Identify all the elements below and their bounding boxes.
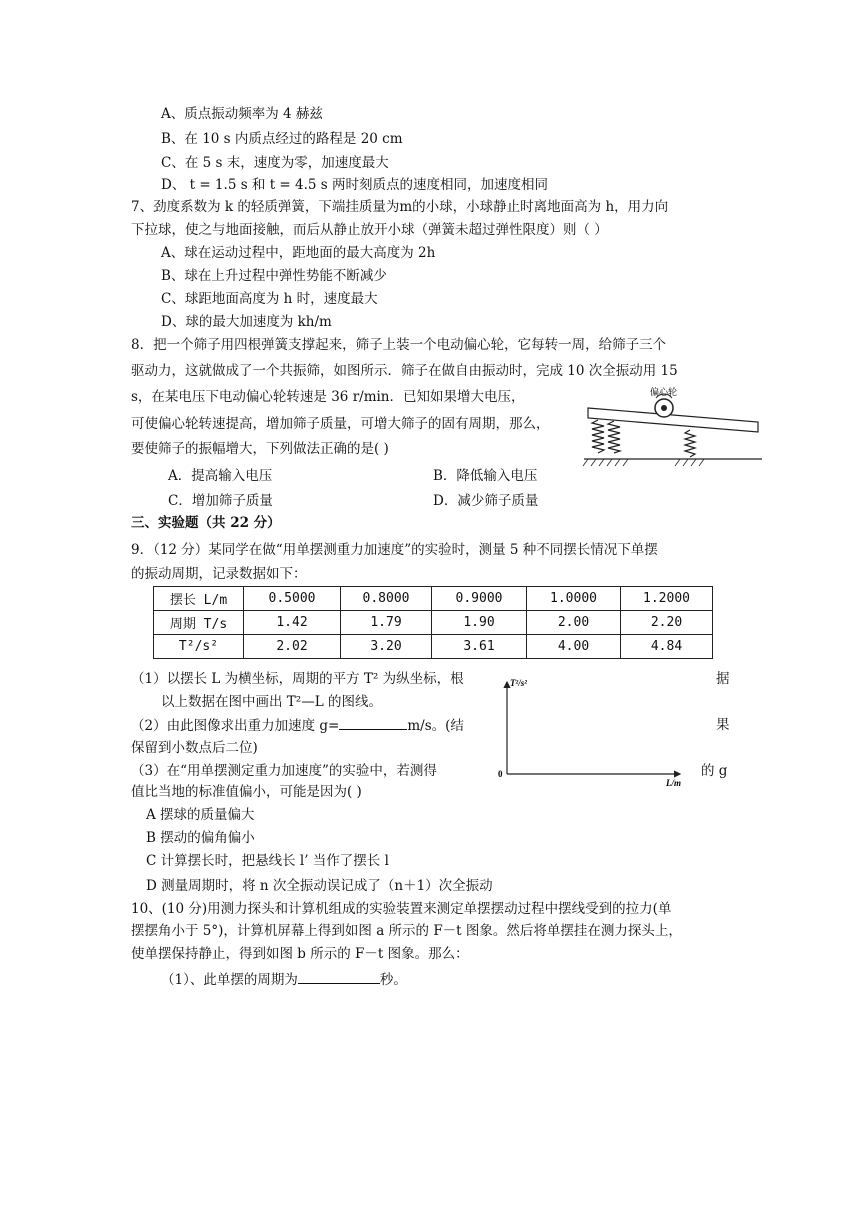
q9-part1-line2: 以上数据在图中画出 T²—L 的图线。: [161, 694, 382, 710]
graph-x-axis-label: L/m: [666, 778, 681, 788]
q10-stem-line3: 使单摆保持静止，得到如图 b 所示的 F－t 图象。那么：: [131, 946, 469, 962]
q9-option-c: C 计算摆长时，把悬线长 l’ 当作了摆长 l: [146, 853, 389, 869]
q8-option-c: C．增加筛子质量: [168, 493, 273, 509]
q6-option-c: C、在 5 s 末，速度为零，加速度最大: [161, 155, 389, 171]
table-cell: 1.90: [432, 611, 527, 635]
q9-part3-line2: 值比当地的标准值偏小，可能是因为( ): [131, 784, 362, 800]
resonance-sieve-figure: [580, 386, 766, 478]
q9-part2-suffix: m/s。(结: [407, 718, 464, 734]
table-row: [154, 587, 713, 611]
table-cell: 2.00: [527, 611, 621, 635]
table-cell: 0.9000: [432, 587, 527, 611]
q7-option-a: A、球在运动过程中，距地面的最大高度为 2h: [161, 245, 436, 261]
table-cell: 1.42: [244, 611, 341, 635]
table-cell: 1.0000: [527, 587, 621, 611]
q10-part1: [161, 969, 407, 990]
q7-stem-line1: 7、劲度系数为 k 的轻质弹簧，下端挂质量为m的小球，小球静止时离地面高为 h，用力向: [131, 199, 669, 215]
q9-part3-wrap: 的 g: [701, 763, 728, 779]
table-cell: 周期 T/s: [154, 611, 244, 635]
table-cell: 4.84: [621, 635, 713, 659]
table-cell: 3.20: [341, 635, 432, 659]
table-cell: 2.20: [621, 611, 713, 635]
table-cell: 0.8000: [341, 587, 432, 611]
table-cell: 0.5000: [244, 587, 341, 611]
q8-stem-line2: 驱动力，这就做成了一个共振筛，如图所示．筛子在做自由振动时，完成 10 次全振动用 15: [131, 363, 678, 379]
table-row: [154, 611, 713, 635]
table-cell: 1.79: [341, 611, 432, 635]
pendulum-data-table: [153, 586, 713, 659]
table-cell: 2.02: [244, 635, 341, 659]
q8-stem-line1: 8．把一个筛子用四根弹簧支撑起来，筛子上装一个电动偏心轮，它每转一周，给筛子三个: [131, 337, 667, 353]
table-cell: 4.00: [527, 635, 621, 659]
q7-stem-line2: 下拉球，使之与地面接触，而后从静止放开小球（弹簧未超过弹性限度）则（ ）: [131, 222, 608, 238]
q8-option-b: B．降低输入电压: [433, 468, 538, 484]
q9-part2-line1: [131, 715, 464, 736]
q7-option-d: D、球的最大加速度为 kh/m: [161, 314, 332, 330]
q8-stem-line5: 要使筛子的振幅增大，下列做法正确的是( ): [131, 441, 389, 457]
q9-part2-prefix: （2）由此图像求出重力加速度 g=: [131, 718, 340, 734]
q8-stem-line3: s，在某电压下电动偏心轮转速是 36 r/min．已知如果增大电压，: [131, 389, 525, 405]
table-row: [154, 635, 713, 659]
q9-part1-line1: （1）以摆长 L 为横坐标，周期的平方 T² 为纵坐标，根: [131, 671, 464, 687]
q9-option-a: A 摆球的质量偏大: [146, 807, 255, 823]
q8-option-d: D．减少筛子质量: [433, 493, 539, 509]
graph-origin-label: 0: [498, 769, 503, 779]
q9-part3-line1: （3）在“用单摆测定重力加速度”的实验中，若测得: [131, 763, 437, 779]
q10-stem-line1: 10、(10 分)用测力探头和计算机组成的实验装置来测定单摆摆动过程中摆线受到的拉力(单: [131, 901, 672, 917]
q6-option-d: D、 t = 1.5 s 和 t = 4.5 s 两时刻质点的速度相同，加速度相同: [161, 177, 549, 193]
q8-stem-line4: 可使偏心轮转速提高，增加筛子质量，可增大筛子的固有周期，那么，: [131, 416, 550, 432]
q9-part2-line2: 保留到小数点后二位): [131, 740, 258, 756]
q9-stem-line2: 的振动周期，记录数据如下：: [131, 566, 307, 582]
q7-option-c: C、球距地面高度为 h 时，速度最大: [161, 291, 378, 307]
q6-option-b: B、在 10 s 内质点经过的路程是 20 cm: [161, 131, 403, 147]
q9-stem-line1: 9．（12 分）某同学在做“用单摆测重力加速度”的实验时，测量 5 种不同摆长情况下单摆: [131, 542, 658, 558]
q9-part1-wrap: 据: [716, 671, 730, 687]
graph-y-axis-label: T²/s²: [510, 678, 527, 688]
table-cell: 摆长 L/m: [154, 587, 244, 611]
eccentric-wheel-label: 偏心轮: [650, 387, 678, 397]
q6-option-a: A、质点振动频率为 4 赫兹: [161, 106, 323, 122]
q10-part1-prefix: （1）、此单摆的周期为: [161, 972, 298, 988]
answer-blank-g[interactable]: [339, 715, 407, 730]
q10-part1-suffix: 秒。: [379, 972, 407, 988]
table-cell: 3.61: [432, 635, 527, 659]
table-cell: 1.2000: [621, 587, 713, 611]
q7-option-b: B、球在上升过程中弹性势能不断减少: [161, 268, 387, 284]
q8-option-a: A．提高输入电压: [168, 468, 273, 484]
q9-part2-wrap: 果: [716, 717, 730, 733]
section-title-experiments: 三、实验题（共 22 分）: [131, 515, 281, 531]
answer-blank-period[interactable]: [298, 969, 380, 984]
q10-stem-line2: 摆摆角小于 5°)，计算机屏幕上得到如图 a 所示的 F－t 图象。然后将单摆挂在测力探头上，: [131, 923, 682, 939]
table-cell: T²/s²: [154, 635, 244, 659]
t2-vs-l-graph: [490, 670, 690, 790]
q9-option-d: D 测量周期时，将 n 次全振动误记成了（n＋1）次全振动: [146, 878, 493, 894]
q9-option-b: B 摆动的偏角偏小: [146, 830, 255, 846]
